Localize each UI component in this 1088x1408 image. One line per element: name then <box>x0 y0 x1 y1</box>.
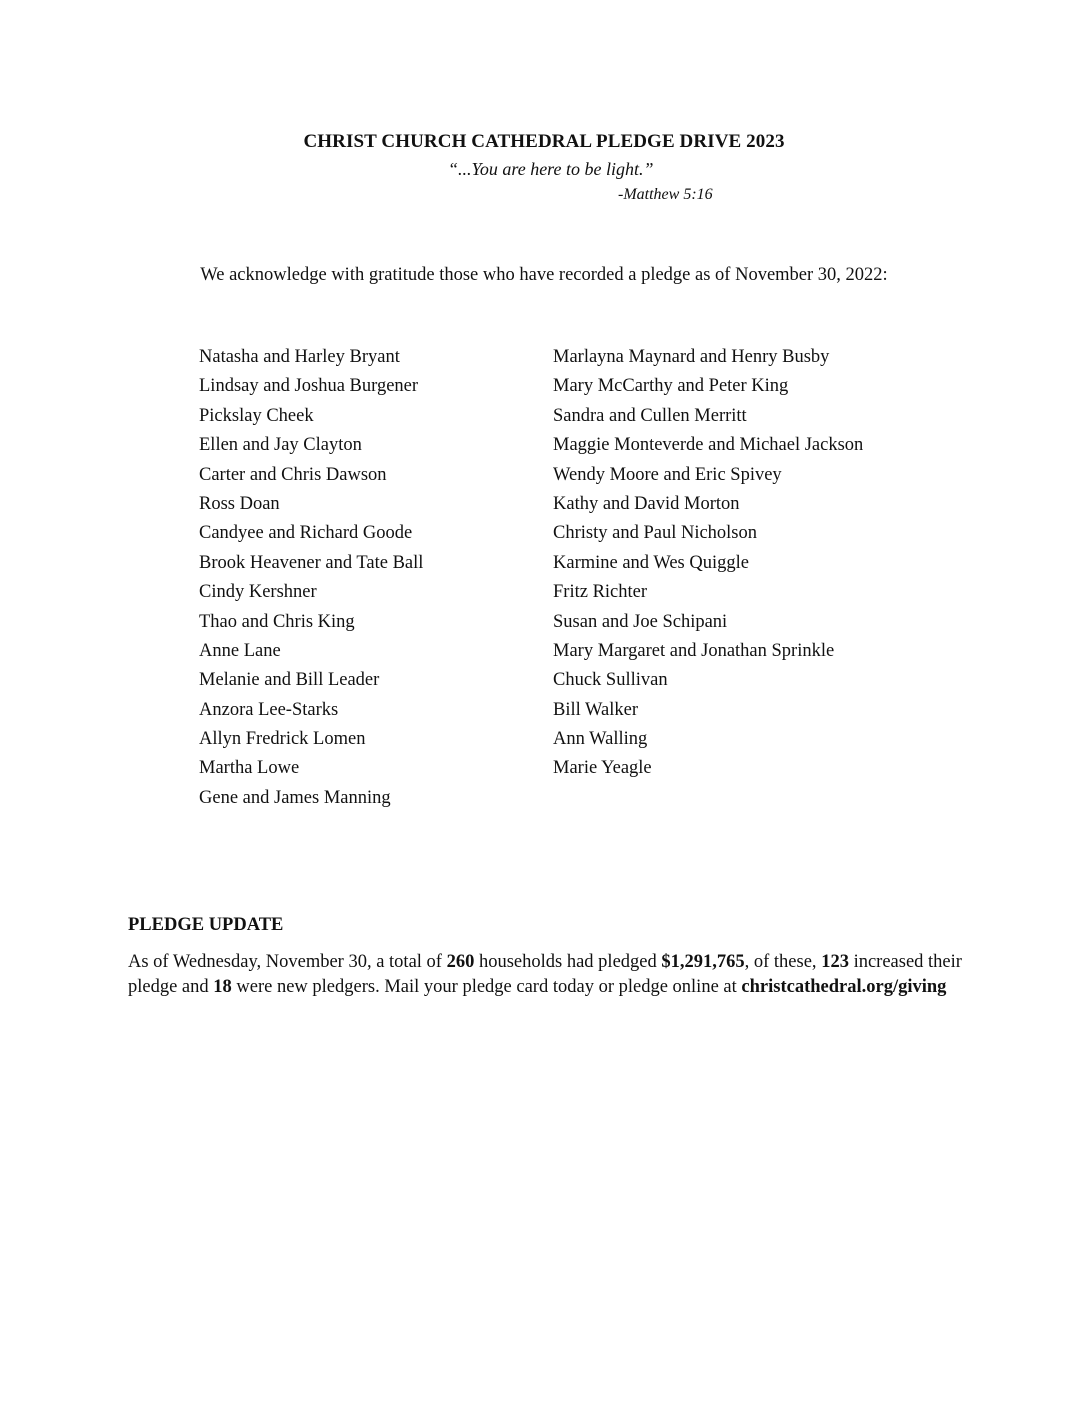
pledger-name: Marie Yeagle <box>553 758 652 779</box>
page-title: CHRIST CHURCH CATHEDRAL PLEDGE DRIVE 2023 <box>303 131 785 152</box>
intro-text: We acknowledge with gratitude those who have recorded a pledge as of November 30, 2022: <box>200 265 888 285</box>
pledger-name: Wendy Moore and Eric Spivey <box>553 464 782 485</box>
new-pledgers-count: 18 <box>213 977 232 997</box>
pledger-name: Anne Lane <box>199 640 281 661</box>
pledger-name: Candyee and Richard Goode <box>199 523 413 544</box>
pledger-name: Allyn Fredrick Lomen <box>199 729 366 750</box>
pledger-name: Gene and James Manning <box>199 787 391 808</box>
pledger-name: Ellen and Jay Clayton <box>199 435 362 456</box>
scripture-quote: “...You are here to be light.” <box>448 159 654 179</box>
pledger-name: Melanie and Bill Leader <box>199 670 380 691</box>
pledger-list-right <box>553 343 863 784</box>
update-text-part: As of Wednesday, November 30, a total of <box>128 952 447 972</box>
pledger-name: Kathy and David Morton <box>553 493 740 514</box>
pledged-total: $1,291,765 <box>661 952 745 972</box>
update-text-part: were new pledgers. Mail your pledge card today or pledge online at <box>231 977 742 997</box>
pledger-name: Marlayna Maynard and Henry Busby <box>553 347 830 367</box>
pledger-list-left <box>199 343 423 813</box>
pledge-update-heading: PLEDGE UPDATE <box>128 915 284 935</box>
pledger-name: Karmine and Wes Quiggle <box>553 552 749 573</box>
pledger-name: Martha Lowe <box>199 758 300 779</box>
pledger-name: Lindsay and Joshua Burgener <box>199 376 419 397</box>
pledger-name: Cindy Kershner <box>199 582 317 603</box>
update-text-part: , of these, <box>744 952 822 972</box>
pledger-name: Chuck Sullivan <box>553 670 668 691</box>
pledger-name: Carter and Chris Dawson <box>199 464 387 485</box>
giving-link[interactable]: christcathedral.org/giving <box>741 977 947 997</box>
pledger-name: Anzora Lee-Starks <box>199 699 339 720</box>
pledger-name: Sandra and Cullen Merritt <box>553 405 747 426</box>
update-text-part: increased their pledge and <box>128 952 962 997</box>
update-text-part: households had pledged <box>474 952 662 972</box>
pledger-name: Mary McCarthy and Peter King <box>553 376 789 397</box>
scripture-citation: -Matthew 5:16 <box>618 186 713 203</box>
pledger-name: Bill Walker <box>553 699 639 720</box>
pledger-name: Natasha and Harley Bryant <box>199 347 400 367</box>
increased-count: 123 <box>821 952 849 972</box>
pledger-name: Pickslay Cheek <box>199 405 314 426</box>
pledge-update-text <box>128 950 978 1000</box>
pledger-name: Brook Heavener and Tate Ball <box>199 552 424 573</box>
pledger-name: Susan and Joe Schipani <box>553 611 728 632</box>
households-count: 260 <box>446 952 475 972</box>
pledger-name: Fritz Richter <box>553 582 648 603</box>
pledger-name: Christy and Paul Nicholson <box>553 523 758 544</box>
pledger-name: Maggie Monteverde and Michael Jackson <box>553 435 864 456</box>
pledger-name: Ann Walling <box>553 729 648 750</box>
pledger-name: Ross Doan <box>199 493 280 514</box>
pledger-name: Mary Margaret and Jonathan Sprinkle <box>553 640 835 661</box>
pledger-name: Thao and Chris King <box>199 611 355 632</box>
